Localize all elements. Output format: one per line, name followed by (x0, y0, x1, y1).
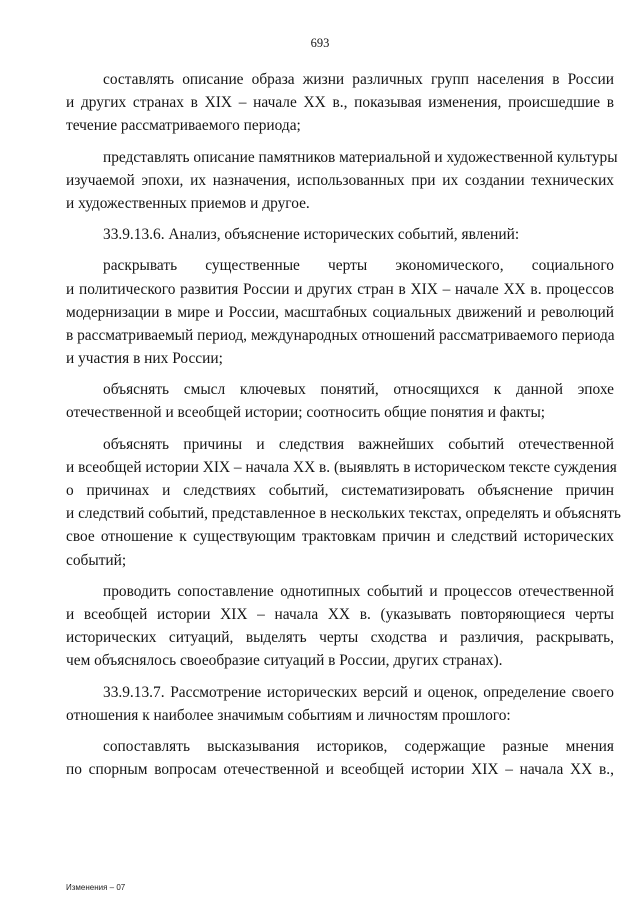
text-line: о причинах и следствиях событий, систематизировать объяснение причин (66, 482, 614, 499)
text-line: исторических ситуаций, выделять черты сходства и различия, раскрывать, (66, 629, 614, 647)
text-line: свое отношение к существующим трактовкам причин и следствий исторических (66, 528, 614, 546)
text-line: и участия в них России; (66, 350, 223, 368)
paragraph (66, 580, 614, 673)
text-line: проводить сопоставление однотипных событий и процессов отечественной (103, 582, 614, 600)
text-line: 33.9.13.7. Рассмотрение исторических версий и оценок, определение своего (103, 683, 614, 701)
section-heading (66, 223, 614, 246)
text-line: течение рассматриваемого периода; (66, 117, 301, 135)
paragraph (66, 68, 614, 138)
text-line: и всеобщей истории XIX – начала XX в. (указывать повторяющиеся черты (66, 605, 614, 623)
text-line: и следствий событий, представленное в нескольких текстах, определять и объяснять (66, 505, 621, 523)
footer-revision-note: Изменения – 07 (66, 883, 126, 892)
page-number: 693 (310, 36, 330, 50)
text-line: и художественных приемов и другое. (66, 194, 310, 212)
text-line: раскрывать существенные черты экономического, социального (103, 257, 614, 275)
paragraph (66, 146, 618, 216)
section-heading (66, 681, 614, 727)
text-line: изучаемой эпохи, их назначения, использованных при их создании технических (66, 171, 614, 189)
paragraph (66, 378, 614, 424)
text-line: по спорным вопросам отечественной и всеобщей истории XIX – начала XX в., (66, 761, 614, 779)
text-line: и всеобщей истории XIX – начала XX в. (выявлять в историческом тексте суждения (66, 458, 617, 476)
text-line: и политического развития России и других стран в XIX – начале XX в. процессов (66, 280, 614, 298)
text-line: объяснять причины и следствия важнейших событий отечественной (103, 435, 614, 453)
text-line: в рассматриваемый период, международных отношений рассматриваемого периода (66, 326, 615, 344)
text-line: модернизации в мире и России, масштабных социальных движений и революций (66, 303, 614, 321)
text-line: событий; (66, 551, 127, 569)
text-line: и других странах в XIX – начале XX в., показывая изменения, происшедшие в (66, 94, 614, 112)
paragraph (66, 254, 614, 370)
paragraph (66, 735, 614, 781)
text-line: составлять описание образа жизни различных групп населения в России (103, 71, 614, 88)
document-body (66, 68, 621, 789)
text-line: отношения к наиболее значимым событиям и личностям прошлого: (66, 706, 511, 724)
text-line: сопоставлять высказывания историков, содержащие разные мнения (103, 737, 614, 755)
text-line: объяснять смысл ключевых понятий, относящихся к данной эпохе (103, 381, 614, 399)
text-line: отечественной и всеобщей истории; соотносить общие понятия и факты; (66, 404, 546, 422)
paragraph (66, 433, 621, 572)
text-line: представлять описание памятников материальной и художественной культуры (103, 148, 618, 166)
text-line: чем объяснялось своеобразие ситуаций в России, других странах). (66, 652, 503, 670)
text-line: 33.9.13.6. Анализ, объяснение исторических событий, явлений: (103, 226, 520, 244)
